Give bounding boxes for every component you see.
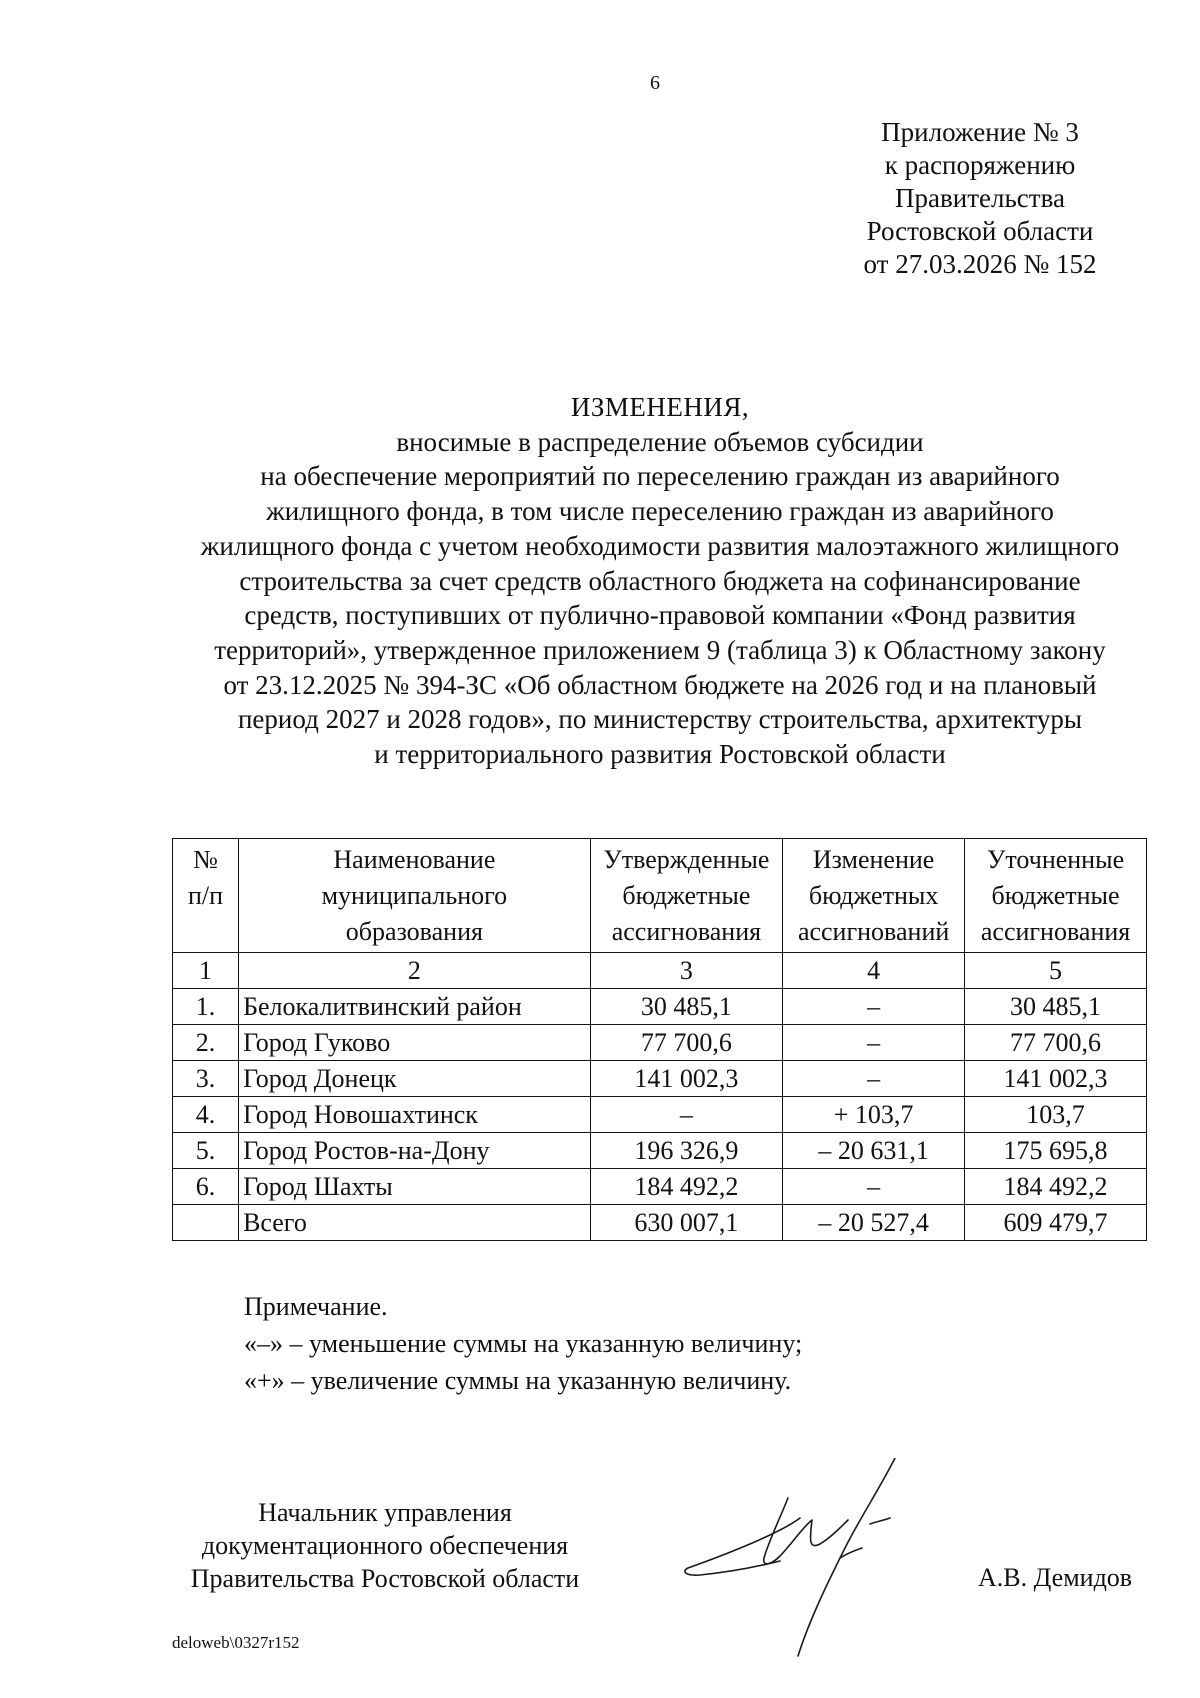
approved-value: 184 492,2 xyxy=(590,1169,782,1205)
page-number: 6 xyxy=(650,72,660,94)
appendix-line: от 27.03.2026 № 152 xyxy=(863,249,1097,279)
header-number: № п/п xyxy=(173,839,239,953)
subsidy-table xyxy=(172,838,1147,1241)
position-line: Начальник управления xyxy=(258,1498,512,1527)
row-number: 4. xyxy=(173,1097,239,1133)
header-approved: Утвержденные бюджетные ассигнования xyxy=(590,839,782,953)
updated-value: 30 485,1 xyxy=(965,989,1147,1025)
change-value: – xyxy=(783,1061,965,1097)
column-number: 1 xyxy=(173,953,239,989)
total-number-cell xyxy=(173,1205,239,1241)
municipality-name: Город Шахты xyxy=(239,1169,591,1205)
column-number: 3 xyxy=(590,953,782,989)
row-number: 3. xyxy=(173,1061,239,1097)
document-code: deloweb\0327r152 xyxy=(172,1633,300,1652)
column-number: 2 xyxy=(239,953,591,989)
note-heading: Примечание. xyxy=(244,1292,388,1321)
row-number: 6. xyxy=(173,1169,239,1205)
header-updated: Уточненные бюджетные ассигнования xyxy=(965,839,1147,953)
note-block xyxy=(244,1288,802,1399)
title-line: средств, поступивших от публично-правовой компании «Фонд развития xyxy=(244,600,1076,631)
approved-value: 77 700,6 xyxy=(590,1025,782,1061)
updated-value: 141 002,3 xyxy=(965,1061,1147,1097)
municipality-name: Город Гуково xyxy=(239,1025,591,1061)
note-line: «–» – уменьшение суммы на указанную величину; xyxy=(244,1329,803,1358)
total-updated: 609 479,7 xyxy=(965,1205,1147,1241)
title-heading: ИЗМЕНЕНИЯ, xyxy=(570,392,750,422)
updated-value: 184 492,2 xyxy=(965,1169,1147,1205)
header-change: Изменение бюджетных ассигнований xyxy=(783,839,965,953)
table-row xyxy=(173,989,1147,1025)
updated-value: 77 700,6 xyxy=(965,1025,1147,1061)
appendix-line: к распоряжению xyxy=(884,150,1076,180)
updated-value: 175 695,8 xyxy=(965,1133,1147,1169)
municipality-name: Город Ростов-на-Дону xyxy=(239,1133,591,1169)
title-line: от 23.12.2025 № 394-ЗС «Об областном бюджете на 2026 год и на плановый xyxy=(223,669,1097,700)
appendix-line: Приложение № 3 xyxy=(881,117,1079,147)
position-line: Правительства Ростовской области xyxy=(190,1564,580,1593)
row-number: 5. xyxy=(173,1133,239,1169)
approved-value: 141 002,3 xyxy=(590,1061,782,1097)
appendix-line: Правительства xyxy=(895,183,1065,213)
row-number: 2. xyxy=(173,1025,239,1061)
change-value: – 20 631,1 xyxy=(783,1133,965,1169)
table-row xyxy=(173,1025,1147,1061)
title-line: строительства за счет средств областного бюджета на софинансирование xyxy=(239,565,1081,596)
title-line: территорий», утвержденное приложением 9 (таблица 3) к Областному закону xyxy=(214,634,1106,665)
title-line: период 2027 и 2028 годов», по министерству строительства, архитектуры xyxy=(237,704,1082,735)
position-line: документационного обеспечения xyxy=(201,1531,569,1560)
total-label: Всего xyxy=(239,1205,591,1241)
title-line: жилищного фонда, в том числе переселению граждан из аварийного xyxy=(266,496,1054,527)
appendix-block xyxy=(820,116,1140,281)
title-line: вносимые в распределение объемов субсидии xyxy=(396,426,924,457)
appendix-line: Ростовской области xyxy=(866,216,1094,246)
signatory-name: А.В. Демидов xyxy=(978,1563,1133,1592)
table-row xyxy=(173,1133,1147,1169)
municipality-name: Город Новошахтинск xyxy=(239,1097,591,1133)
note-line: «+» – увеличение суммы на указанную величину. xyxy=(244,1366,792,1395)
total-row xyxy=(173,1205,1147,1241)
table-row xyxy=(173,1097,1147,1133)
column-number-row xyxy=(173,953,1147,989)
column-number: 5 xyxy=(965,953,1147,989)
row-number: 1. xyxy=(173,989,239,1025)
title-line: и территориального развития Ростовской области xyxy=(374,739,946,770)
total-change: – 20 527,4 xyxy=(783,1205,965,1241)
title-line: жилищного фонда с учетом необходимости развития малоэтажного жилищного xyxy=(200,530,1120,561)
table-row xyxy=(173,1061,1147,1097)
municipality-name: Белокалитвинский район xyxy=(239,989,591,1025)
approved-value: 30 485,1 xyxy=(590,989,782,1025)
table-header-row xyxy=(173,839,1147,953)
approved-value: 196 326,9 xyxy=(590,1133,782,1169)
document-title xyxy=(130,390,1190,772)
title-line: на обеспечение мероприятий по переселению граждан из аварийного xyxy=(260,461,1060,492)
table-row xyxy=(173,1169,1147,1205)
approved-value: – xyxy=(590,1097,782,1133)
change-value: + 103,7 xyxy=(783,1097,965,1133)
header-municipality: Наименование муниципального образования xyxy=(239,839,591,953)
change-value: – xyxy=(783,1025,965,1061)
handwritten-signature xyxy=(670,1458,970,1658)
signatory-position xyxy=(170,1496,600,1595)
change-value: – xyxy=(783,989,965,1025)
municipality-name: Город Донецк xyxy=(239,1061,591,1097)
column-number: 4 xyxy=(783,953,965,989)
updated-value: 103,7 xyxy=(965,1097,1147,1133)
total-approved: 630 007,1 xyxy=(590,1205,782,1241)
change-value: – xyxy=(783,1169,965,1205)
